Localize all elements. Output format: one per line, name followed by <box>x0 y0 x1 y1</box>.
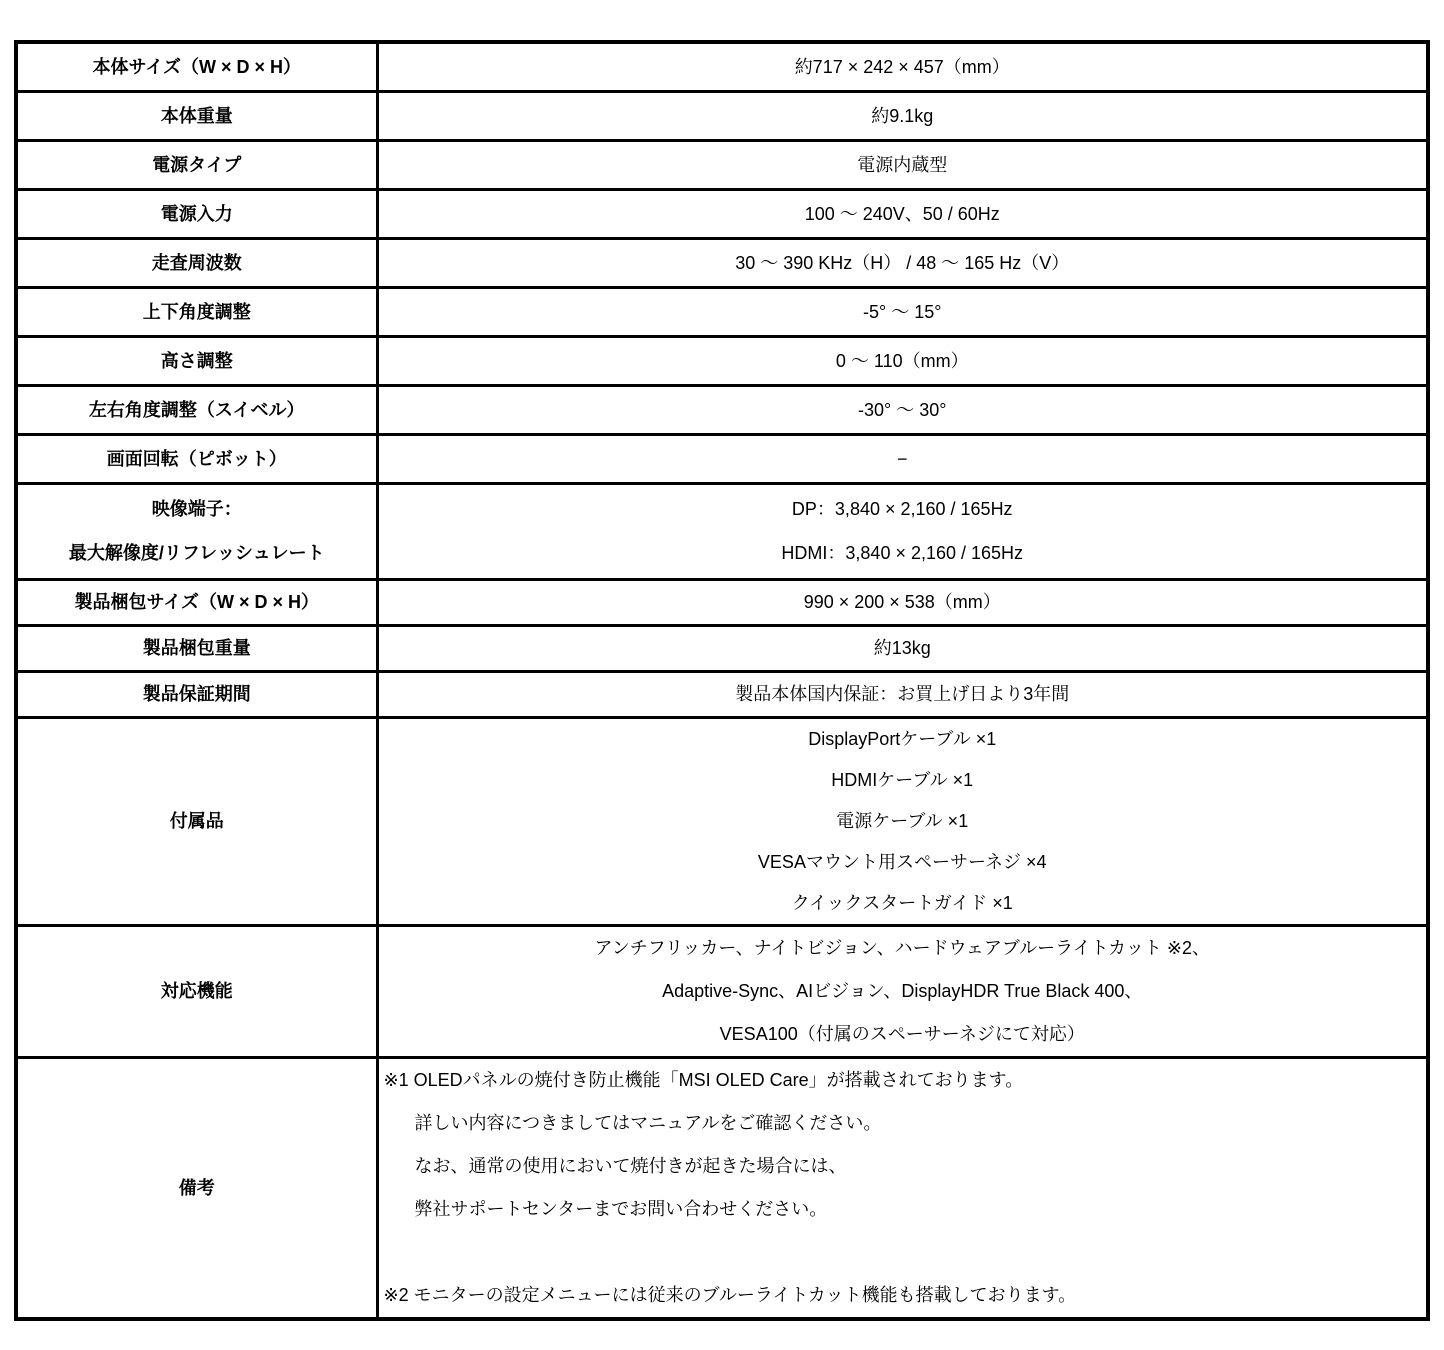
value-text: -5° 〜 15° <box>863 301 942 322</box>
value-text: クイックスタートガイド ×1 <box>791 892 1013 913</box>
row-value <box>377 287 1428 336</box>
value-text: 約13kg <box>873 638 931 658</box>
row-label <box>16 287 377 336</box>
value-text: DP：3,840 × 2,160 / 165Hz <box>791 499 1013 519</box>
label-text: 電源タイプ <box>152 154 242 175</box>
row-tilt-adjust <box>16 287 1428 336</box>
row-value <box>377 238 1428 287</box>
value-text: 990 × 200 × 538（mm） <box>803 592 1001 612</box>
spec-table <box>14 40 1430 1321</box>
label-text: 付属品 <box>169 811 224 831</box>
value-text: -30° 〜 30° <box>858 399 947 420</box>
row-label <box>16 42 377 91</box>
row-label <box>16 434 377 483</box>
value-text: 詳しい内容につきましてはマニュアルをご確認ください。 <box>414 1112 882 1133</box>
value-text: アンチフリッカー、ナイトビジョン、ハードウェアブルーライトカット ※2、 <box>594 937 1210 958</box>
row-accessories <box>16 717 1428 925</box>
row-value <box>377 91 1428 140</box>
label-text: 最大解像度/リフレッシュレート <box>68 543 325 563</box>
row-video-max-resolution <box>16 483 1428 579</box>
label-text: 製品梱包サイズ（W × D × H） <box>74 592 320 612</box>
row-package-weight <box>16 625 1428 671</box>
value-text: VESAマウント用スペーサーネジ ×4 <box>757 851 1047 872</box>
row-height-adjust <box>16 336 1428 385</box>
row-body-size <box>16 42 1428 91</box>
row-swivel-adjust <box>16 385 1428 434</box>
row-label <box>16 189 377 238</box>
value-text: HDMI：3,840 × 2,160 / 165Hz <box>781 543 1024 563</box>
row-value <box>377 336 1428 385</box>
row-label <box>16 625 377 671</box>
row-value <box>377 1057 1428 1319</box>
label-text: 製品保証期間 <box>142 684 251 704</box>
row-label <box>16 671 377 717</box>
row-value <box>377 579 1428 625</box>
value-text: − <box>896 448 908 469</box>
value-text: Adaptive-Sync、AIビジョン、DisplayHDR True Black 400、 <box>662 980 1143 1001</box>
row-label <box>16 385 377 434</box>
row-value <box>377 189 1428 238</box>
row-value <box>377 717 1428 925</box>
value-text: 約9.1kg <box>871 105 934 126</box>
row-power-input <box>16 189 1428 238</box>
row-pivot <box>16 434 1428 483</box>
blank-line <box>379 1231 1427 1274</box>
row-value <box>377 483 1428 579</box>
row-scan-frequency <box>16 238 1428 287</box>
row-label <box>16 579 377 625</box>
value-text: HDMIケーブル ×1 <box>831 769 974 790</box>
row-value <box>377 671 1428 717</box>
row-value <box>377 140 1428 189</box>
label-text: 走査周波数 <box>151 252 242 273</box>
row-label <box>16 91 377 140</box>
row-body-weight <box>16 91 1428 140</box>
value-text: ※2 モニターの設定メニューには従来のブルーライトカット機能も搭載しております。 <box>383 1284 1077 1305</box>
row-value <box>377 385 1428 434</box>
value-text: ※1 OLEDパネルの焼付き防止機能「MSI OLED Care」が搭載されております。 <box>383 1069 1024 1090</box>
row-label <box>16 238 377 287</box>
label-text: 左右角度調整（スイベル） <box>88 399 305 420</box>
row-power-type <box>16 140 1428 189</box>
label-text: 備考 <box>178 1177 215 1198</box>
row-warranty <box>16 671 1428 717</box>
value-text: 弊社サポートセンターまでお問い合わせください。 <box>414 1198 828 1219</box>
row-value <box>377 434 1428 483</box>
row-value <box>377 625 1428 671</box>
row-label <box>16 1057 377 1319</box>
row-package-size <box>16 579 1428 625</box>
label-text: 電源入力 <box>160 203 233 224</box>
label-text: 製品梱包重量 <box>142 638 251 658</box>
row-label <box>16 717 377 925</box>
value-text: 約717 × 242 × 457（mm） <box>794 56 1010 77</box>
value-text: 電源ケーブル ×1 <box>836 810 969 831</box>
value-text: 100 〜 240V、50 / 60Hz <box>804 203 1000 224</box>
label-text: 本体重量 <box>160 105 233 126</box>
row-label <box>16 336 377 385</box>
label-text: 映像端子： <box>151 499 242 519</box>
row-value <box>377 925 1428 1057</box>
row-label <box>16 925 377 1057</box>
value-text: DisplayPortケーブル ×1 <box>808 728 997 749</box>
label-text: 対応機能 <box>160 981 233 1001</box>
label-text: 高さ調整 <box>160 350 233 371</box>
value-text: なお、通常の使用において焼付きが起きた場合には、 <box>414 1155 847 1176</box>
row-value <box>377 42 1428 91</box>
value-text: 電源内蔵型 <box>857 154 948 175</box>
value-text: 製品本体国内保証：お買上げ日より3年間 <box>735 684 1070 704</box>
row-label <box>16 483 377 579</box>
row-remarks <box>16 1057 1428 1319</box>
label-text: 本体サイズ（W × D × H） <box>92 56 302 77</box>
label-text: 画面回転（ピボット） <box>106 448 287 469</box>
row-label <box>16 140 377 189</box>
value-text: 30 〜 390 KHz（H） / 48 〜 165 Hz（V） <box>735 252 1070 273</box>
row-features <box>16 925 1428 1057</box>
label-text: 上下角度調整 <box>142 301 251 322</box>
value-text: 0 〜 110（mm） <box>835 350 969 371</box>
value-text: VESA100（付属のスペーサーネジにて対応） <box>719 1023 1085 1044</box>
